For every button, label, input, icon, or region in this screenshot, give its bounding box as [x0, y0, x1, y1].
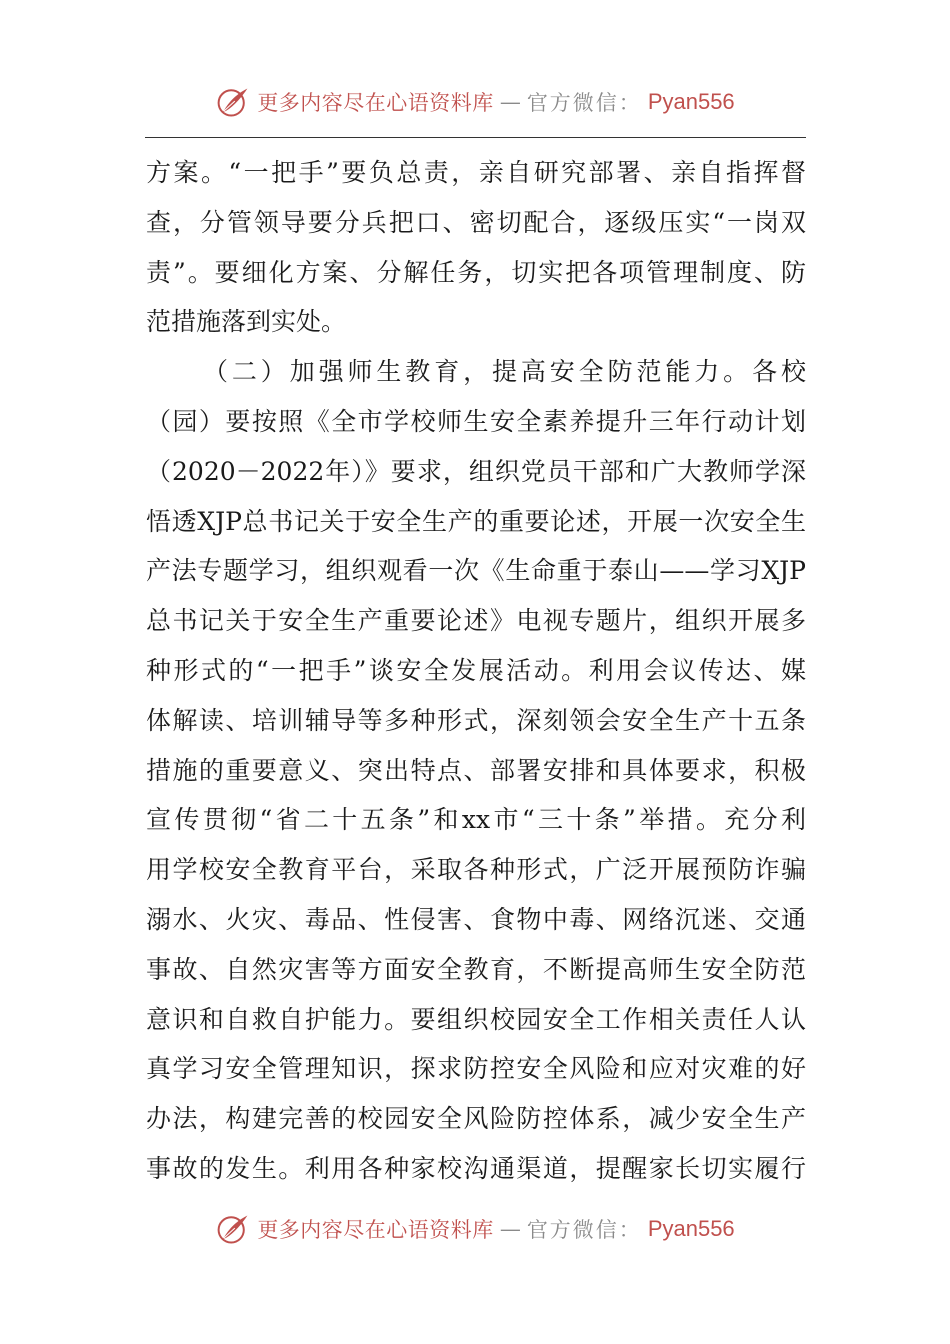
text-line: 总书记关于安全生产重要论述》电视专题片，组织开展多	[146, 606, 806, 636]
document-body	[146, 148, 806, 1194]
text-fragment: 各校	[752, 357, 806, 387]
section-heading-line	[146, 347, 806, 397]
quill-logo-icon	[215, 84, 251, 120]
text-line: 范措施落到实处。	[146, 307, 347, 337]
banner-separator: —	[499, 1217, 521, 1241]
text-line: （园）要按照《全市学校师生安全素养提升三年行动计划	[146, 406, 806, 436]
header-banner	[0, 80, 950, 124]
banner-wechat-label: 官方微信：	[526, 1218, 642, 1242]
text-line: 方案。“一把手”要负总责，亲自研究部署、亲自指挥督	[146, 158, 806, 187]
footer-banner	[0, 1207, 950, 1251]
banner-wechat-id: Pyan556	[647, 89, 735, 114]
text-line: （2020－2022年）》要求，组织党员干部和广大教师学深	[146, 456, 806, 486]
text-line: 用学校安全教育平台，采取各种形式，广泛开展预防诈骗	[146, 855, 806, 885]
section-heading: （二）加强师生教育，提高安全防范能力。	[203, 357, 753, 387]
text-line: 查，分管领导要分兵把口、密切配合，逐级压实“一岗双	[146, 207, 806, 237]
quill-logo-icon	[215, 1211, 251, 1247]
text-line: 体解读、培训辅导等多种形式，深刻领会安全生产十五条	[146, 705, 806, 735]
text-line: 宣传贯彻“省二十五条”和xx市“三十条”举措。充分利	[146, 805, 806, 835]
banner-wechat-id: Pyan556	[647, 1216, 735, 1241]
text-line: 意识和自救自护能力。要组织校园安全工作相关责任人认	[146, 1004, 806, 1034]
text-line: 种形式的“一把手”谈安全发展活动。利用会议传达、媒	[146, 655, 806, 685]
text-line: 措施的重要意义、突出特点、部署安排和具体要求，积极	[146, 755, 806, 785]
banner-title: 更多内容尽在心语资料库	[257, 1218, 494, 1242]
text-line: 办法，构建完善的校园安全风险防控体系，减少安全生产	[146, 1104, 806, 1134]
text-line: 事故、自然灾害等方面安全教育，不断提高师生安全防范	[146, 954, 806, 984]
text-line: 产法专题学习，组织观看一次《生命重于泰山——学习XJP	[146, 556, 806, 586]
text-line: 责”。要细化方案、分解任务，切实把各项管理制度、防	[146, 257, 806, 287]
text-line: 悟透XJP总书记关于安全生产的重要论述，开展一次安全生	[146, 506, 806, 536]
text-line: 真学习安全管理知识，探求防控安全风险和应对灾难的好	[146, 1054, 806, 1084]
text-line: 事故的发生。利用各种家校沟通渠道，提醒家长切实履行	[146, 1153, 806, 1183]
banner-title: 更多内容尽在心语资料库	[257, 91, 494, 115]
banner-separator: —	[499, 90, 521, 114]
header-divider	[145, 137, 806, 138]
text-line: 溺水、火灾、毒品、性侵害、食物中毒、网络沉迷、交通	[146, 904, 806, 934]
banner-wechat-label: 官方微信：	[526, 91, 642, 115]
